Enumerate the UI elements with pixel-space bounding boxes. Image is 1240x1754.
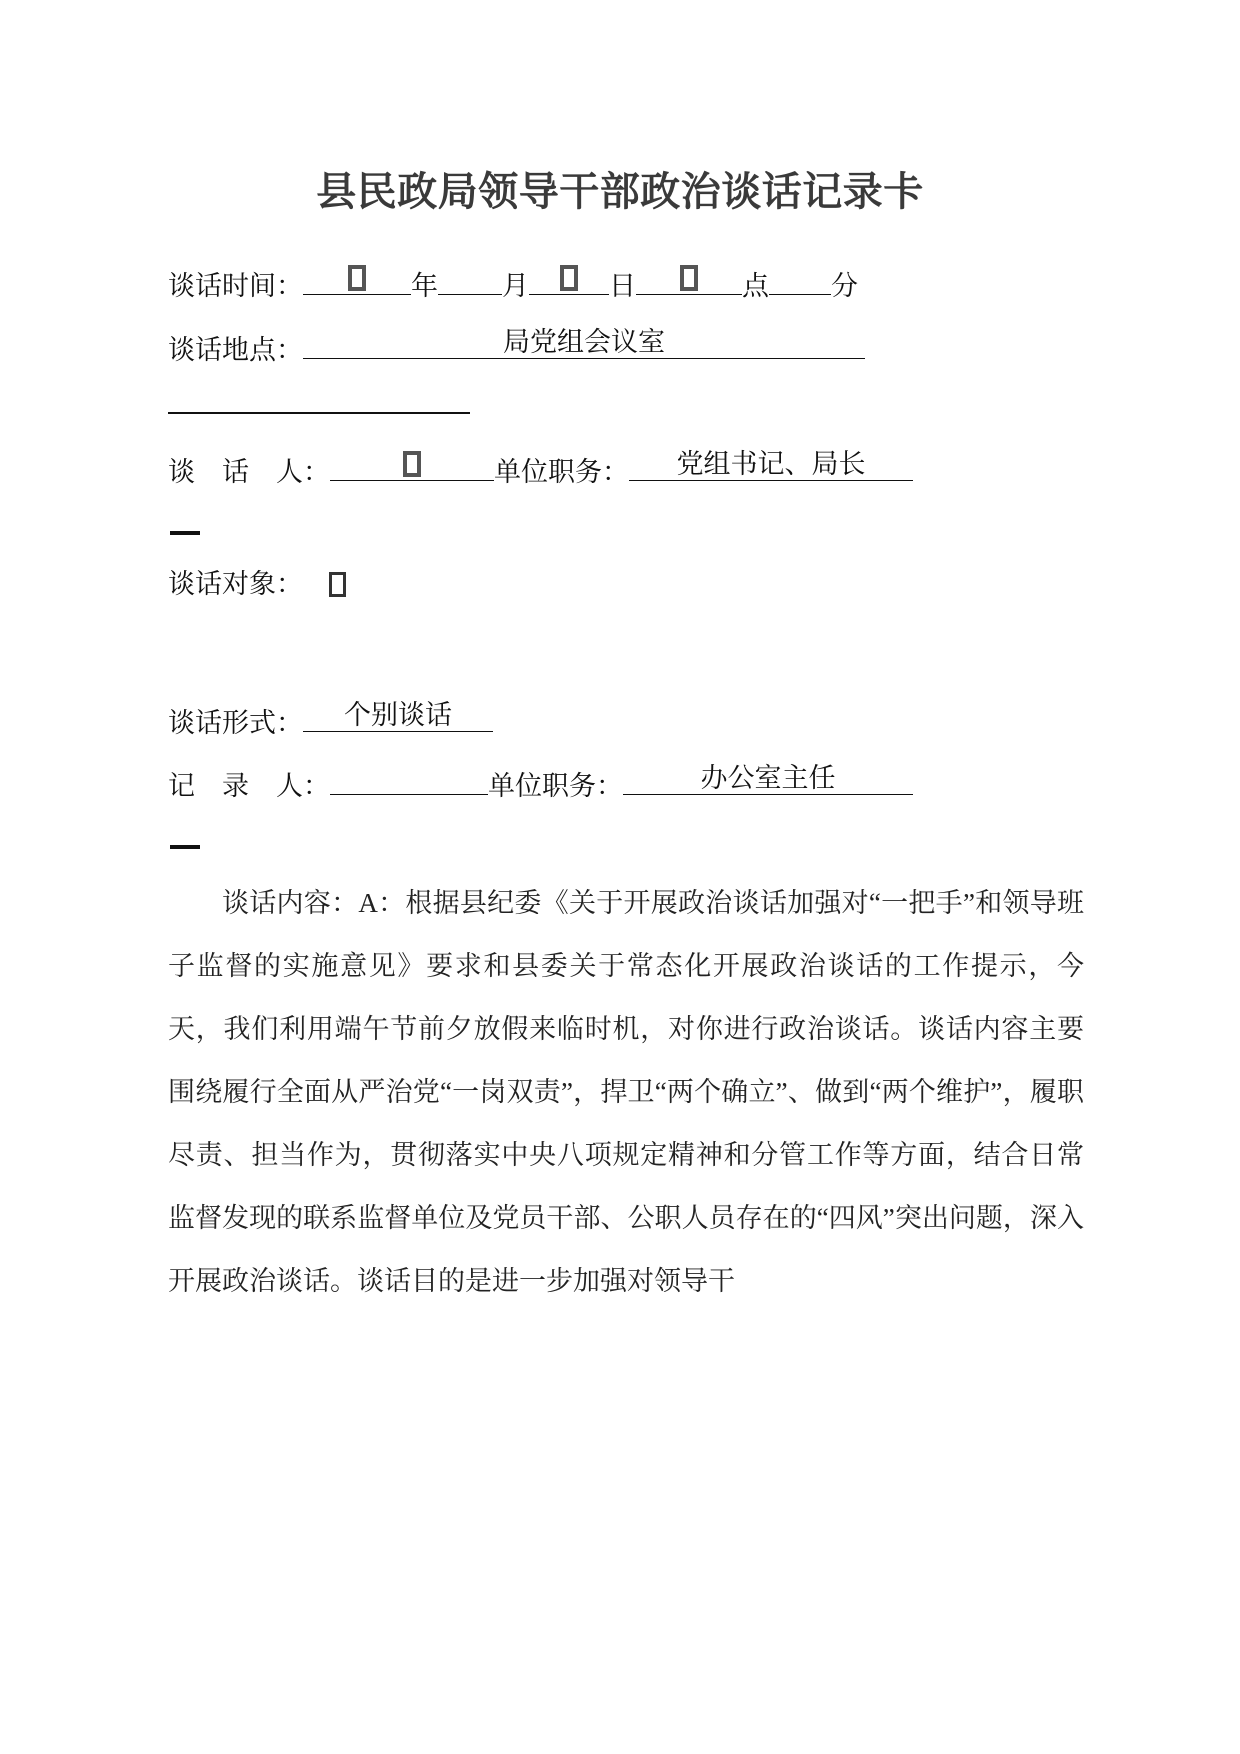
recorder-position-input[interactable]: 办公室主任 — [623, 763, 913, 795]
talk-time-year-input[interactable] — [303, 263, 411, 295]
recorder-position-label: 单位职务： — [488, 771, 623, 802]
talk-content-section — [168, 872, 1084, 1313]
talk-place-label: 谈话地点： — [168, 335, 303, 366]
form-row-talk-place — [168, 327, 1128, 366]
missing-glyph-box-icon — [680, 265, 698, 291]
talk-time-year-unit: 年 — [411, 271, 438, 302]
missing-glyph-box-icon — [560, 265, 578, 291]
talk-form-input[interactable]: 个别谈话 — [303, 700, 493, 732]
talker-position-label: 单位职务： — [494, 457, 629, 488]
missing-glyph-box-icon — [348, 265, 366, 291]
form-row-talker — [168, 449, 1128, 488]
recorder-row-underline-stub — [170, 845, 200, 849]
talker-label: 谈 话 人： — [168, 457, 330, 488]
talk-place-continuation-rule — [168, 412, 470, 414]
form-row-talk-subject — [168, 569, 1128, 600]
form-row-talk-form — [168, 700, 1128, 739]
page-title: 县民政局领导干部政治谈话记录卡 — [316, 169, 924, 215]
talk-time-label: 谈话时间： — [168, 271, 303, 302]
talk-time-minute-input[interactable] — [769, 263, 831, 295]
talk-subject-label: 谈话对象： — [168, 569, 303, 599]
talk-time-hour-unit: 点 — [742, 271, 769, 302]
missing-glyph-box-icon — [403, 451, 421, 477]
form-row-recorder — [168, 763, 1128, 802]
talker-position-input[interactable]: 党组书记、局长 — [629, 449, 913, 481]
talk-time-day-unit: 日 — [609, 271, 636, 302]
talk-content-paragraph: 谈话内容：A：根据县纪委《关于开展政治谈话加强对“一把手”和领导班子监督的实施意见》要求和县委关于常态化开展政治谈话的工作提示，今天，我们利用端午节前夕放假来临时机，对你进行政治谈话。谈话内容主要围绕履行全面从严治党“一岗双责”，捍卫“两个确立”、做到“两个维护”，履职尽责、担当作为，贯彻落实中央八项规定精神和分管工作等方面，结合日常监督发现的联系监督单位及党员干部、公职人员存在的“四风”突出问题，深入开展政治谈话。谈话目的是进一步加强对领导干 — [168, 888, 1084, 1296]
missing-glyph-box-icon — [329, 572, 346, 597]
talk-place-input[interactable]: 局党组会议室 — [303, 327, 865, 359]
talk-form-label: 谈话形式： — [168, 708, 303, 739]
talker-row-underline-stub — [170, 531, 200, 535]
talker-name-input[interactable] — [330, 449, 494, 481]
talk-time-day-input[interactable] — [529, 263, 609, 295]
form-row-talk-time — [168, 263, 1128, 302]
talk-time-hour-input[interactable] — [636, 263, 742, 295]
recorder-label: 记 录 人： — [168, 771, 330, 802]
talk-time-minute-unit: 分 — [831, 271, 858, 302]
recorder-name-input[interactable] — [330, 763, 488, 795]
talk-time-month-unit: 月 — [502, 271, 529, 302]
talk-time-month-input[interactable] — [438, 263, 502, 295]
